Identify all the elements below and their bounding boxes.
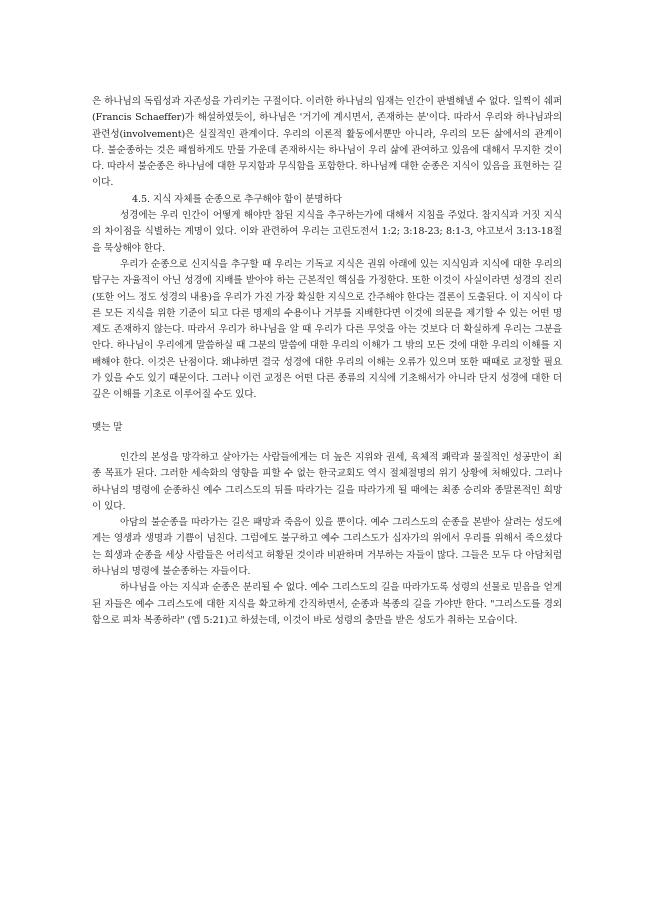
document-body [92,94,562,629]
paragraph-scripture-guidance: 성경에는 우리 인간이 어떻게 해야만 참된 지식을 추구하는가에 대해서 지침을 주었다. 참지식과 거짓 지식의 차이점을 식별하는 계명이 있다. 이와 관련하여 우리는 고린도전서 1:2; 3:18-23; 8:1-3, 야고보서 3:13-18절을 묵상해야 한다. [92,210,562,254]
section-heading-4-5: 4.5. 지식 자체를 순종으로 추구해야 함이 분명하다 [132,193,342,205]
paragraph-knowledge-authority: 우리가 순종으로 신지식을 추구할 때 우리는 기독교 지식은 권위 아래에 있는 지식임과 지식에 대한 우리의 탐구는 자율적이 아닌 성경에 지배를 받아야 하는 근본적인 핵심을 가정한다. 또한 이것이 사실이라면 성경의 진리(또한 어느 정도 성경의 내용)을 우리가 가진 가장 확실한 지식으로 간주해야 한다는 결론이 도출된다. 이 지식이 다른 모든 지식을 위한 기준이 되고 다른 명제의 수용이나 거부를 지배한다면 이것에 의문을 제기할 수 있는 어떤 명제도 존재하지 않는다. 따라서 우리가 하나님을 알 때 우리가 다른 무엇을 아는 것보다 더 확실하게 우리는 그분을 안다. 하나님이 우리에게 말씀하실 때 그분의 말씀에 대한 우리의 이해가 그 밖의 모든 것에 대한 우리의 이해를 지배해야 한다. 이것은 난점이다. 왜냐하면 결국 성경에 대한 우리의 이해는 오류가 있으며 또한 때때로 교정할 필요가 있을 수도 있기 때문이다. 그러나 이런 교정은 어떤 다른 종류의 지식에 기초해서가 아니라 단지 성경에 대한 더 깊은 이해를 기초로 이루어질 수도 있다. [92,258,562,401]
paragraph-conclusion-2: 아담의 불순종을 따라가는 길은 패망과 죽음이 있을 뿐이다. 예수 그리스도의 순종을 본받아 살려는 성도에게는 영생과 생명과 기쁨이 넘친다. 그럼에도 불구하고 예수 그리스도가 십자가의 위에서 우리를 위해서 죽으셨다는 희생과 순종을 세상 사람들은 어리석고 허황된 것이라 비판하며 거부하는 자들이 많다. 그들은 모두 다 아담처럼 하나님의 명령에 불순종하는 자들이다. [92,517,562,578]
paragraph-continuation: 은 하나님의 독립성과 자존성을 가리키는 구절이다. 이러한 하나님의 임재는 인간이 판별해낼 수 없다. 일찍이 쉐퍼(Francis Schaeffer)가 해설하였듯이, 하나님은 '거기에 계시면서, 존재하는 분'이다. 따라서 우리와 하나님과의 관련성(involvement)은 실질적인 관계이다. 우리의 이론적 활동에서뿐만 아니라, 우리의 모든 삶에서의 관계이다. 불순종하는 것은 패씸하게도 만물 가운데 존재하시는 하나님이 우리 삶에 관여하고 있음에 대해서 무지한 것이다. 따라서 불순종은 하나님에 대한 무지함과 무식함을 포함한다. 하나님께 대한 순종은 지식이 있음을 표현하는 길이다. [92,96,562,189]
paragraph-conclusion-3: 하나님을 아는 지식과 순종은 분리될 수 없다. 예수 그리스도의 길을 따라가도록 성령의 선물로 믿음을 얻게 된 자들은 예수 그리스도에 대한 지식을 확고하게 간직하면서, 순종과 복종의 길을 가야만 한다. "그리스도를 경외함으로 피차 복종하라" (엡 5:21)고 하셨는데, 이것이 바로 성령의 충만을 받은 성도가 취하는 모습이다. [92,582,562,626]
section-heading-conclusion: 맺는 말 [92,421,123,433]
paragraph-conclusion-1: 인간의 본성을 망각하고 살아가는 사람들에게는 더 높은 지위와 권세, 육체적 쾌락과 물질적인 성공만이 최종 목표가 된다. 그러한 세속화의 영향을 피할 수 없는 한국교회도 역시 절체절명의 위기 상황에 처해있다. 그러나 하나님의 명령에 순종하신 예수 그리스도의 뒤를 따라가는 길을 따라가게 될 때에는 최종 승리와 종말론적인 희망이 있다. [92,451,562,512]
